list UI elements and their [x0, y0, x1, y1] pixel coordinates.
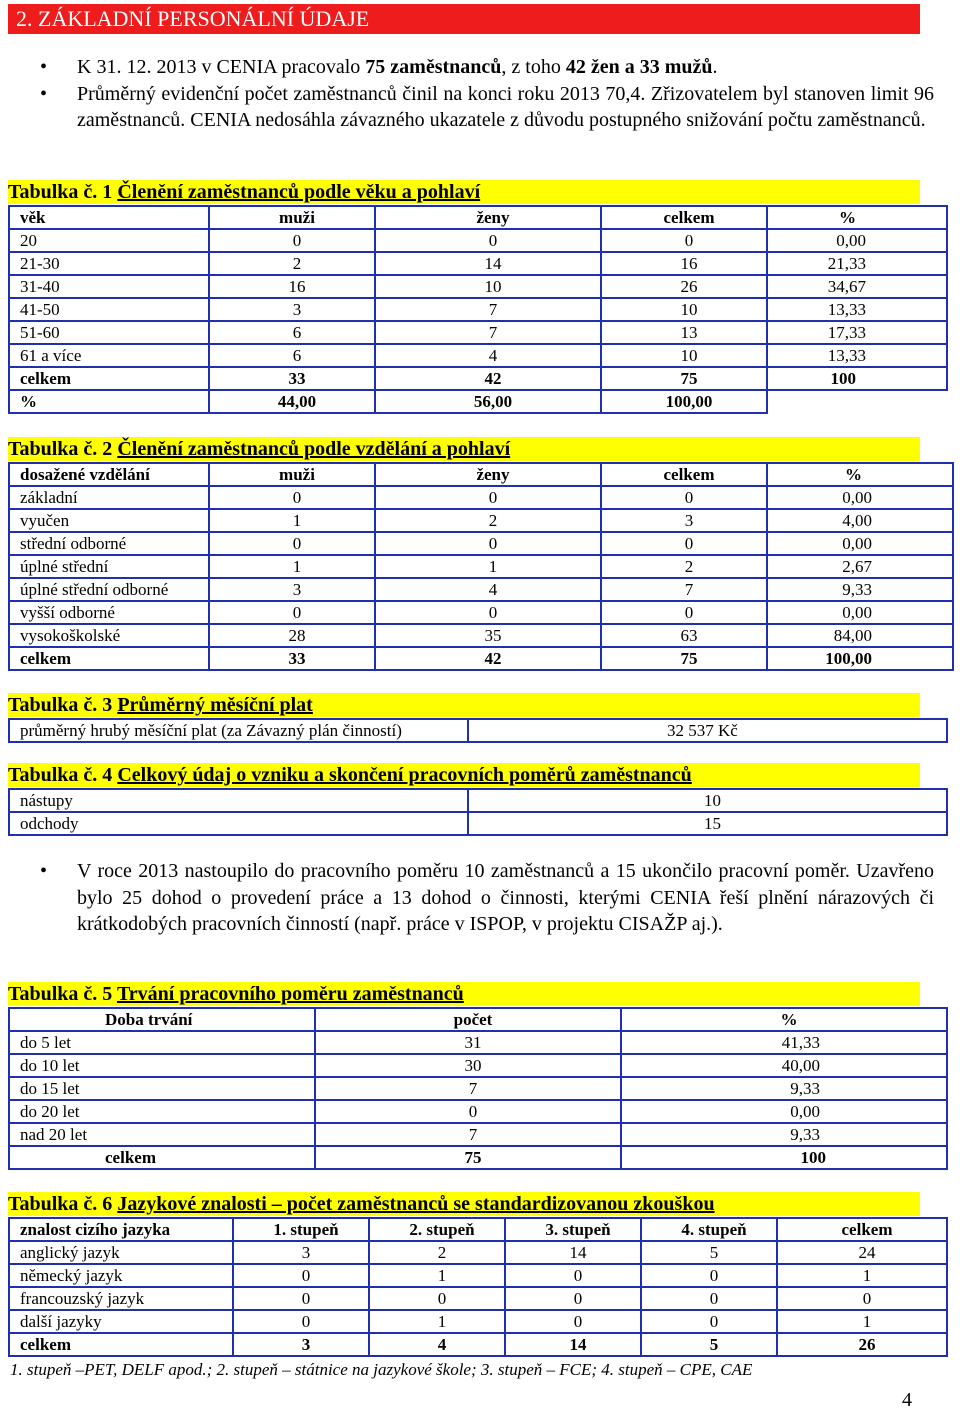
table-cell: 0	[375, 486, 601, 509]
table-row	[9, 509, 953, 532]
table-cell: další jazyky	[9, 1310, 233, 1333]
intro-bullet-list	[0, 54, 960, 134]
table-cell: 0	[233, 1287, 369, 1310]
table-cell: základní	[9, 486, 209, 509]
table-cell: 75	[601, 647, 767, 670]
table-cell: 1. stupeň	[233, 1218, 369, 1241]
table-cell: 0,00	[767, 601, 953, 624]
table-cell: 4. stupeň	[641, 1218, 777, 1241]
table-cell: 4	[369, 1333, 505, 1356]
table-cell: 14	[505, 1241, 641, 1264]
table-cell: 20	[9, 229, 209, 252]
table-cell: do 20 let	[9, 1100, 315, 1123]
table-cell: 41,33	[621, 1031, 947, 1054]
table-cell: 0	[601, 229, 767, 252]
table-cell: do 10 let	[9, 1054, 315, 1077]
table-cell: 5	[641, 1333, 777, 1356]
table-cell: 26	[601, 275, 767, 298]
table-cell: 14	[505, 1333, 641, 1356]
table-cell: věk	[9, 206, 209, 229]
table-cell: 13,33	[767, 344, 947, 367]
bullet-text: , z toho	[501, 56, 566, 78]
table-cell: 32 537 Kč	[468, 719, 947, 742]
table-cell: úplné střední odborné	[9, 578, 209, 601]
table-cell: 42	[375, 367, 601, 390]
table-cell: %	[767, 206, 947, 229]
table-cell: 5	[641, 1241, 777, 1264]
table-cell: muži	[209, 463, 375, 486]
table-cell: 1	[209, 509, 375, 532]
table-education-gender	[8, 462, 954, 671]
table-cell: 31	[315, 1031, 621, 1054]
table-cell: 1	[777, 1310, 947, 1333]
table-employment-duration	[8, 1007, 948, 1170]
table-cell: %	[621, 1008, 947, 1031]
table-cell: celkem	[9, 367, 209, 390]
table-cell: 16	[209, 275, 375, 298]
table-cell: úplné střední	[9, 555, 209, 578]
table-row	[9, 719, 947, 742]
table-cell: 9,33	[621, 1123, 947, 1146]
table-cell: anglický jazyk	[9, 1241, 233, 1264]
table-number: Tabulka č. 6	[8, 1193, 113, 1215]
table-row	[9, 601, 953, 624]
table-cell: 13	[601, 321, 767, 344]
table-cell: 34,67	[767, 275, 947, 298]
table-cell: %	[9, 390, 209, 413]
table-cell: 4	[375, 344, 601, 367]
table-number: Tabulka č. 5	[8, 983, 113, 1005]
table-cell: německý jazyk	[9, 1264, 233, 1287]
table-header-row	[9, 206, 947, 229]
table-cell: celkem	[777, 1218, 947, 1241]
table-cell: ženy	[375, 206, 601, 229]
table-cell: vysokoškolské	[9, 624, 209, 647]
table-cell: průměrný hrubý měsíční plat (za Závazný plán činností)	[9, 719, 468, 742]
table-row	[9, 647, 953, 670]
table-cell: 75	[601, 367, 767, 390]
table-cell: 1	[369, 1264, 505, 1287]
table-cell: 3. stupeň	[505, 1218, 641, 1241]
table-cell: 84,00	[767, 624, 953, 647]
table-cell: celkem	[601, 463, 767, 486]
table-cell: 33	[209, 647, 375, 670]
table-cell: 44,00	[209, 390, 375, 413]
table-cell: 21,33	[767, 252, 947, 275]
table-cell: nad 20 let	[9, 1123, 315, 1146]
table-4-title	[8, 763, 920, 787]
table-cell: 9,33	[767, 578, 953, 601]
table-cell: Doba trvání	[9, 1008, 315, 1031]
table-cell: 40,00	[621, 1054, 947, 1077]
table-row	[9, 390, 947, 413]
table-cell: 75	[315, 1146, 621, 1169]
table-cell: 0	[505, 1264, 641, 1287]
table-cell: 0	[315, 1100, 621, 1123]
table-cell: 41-50	[9, 298, 209, 321]
table-cell: 30	[315, 1054, 621, 1077]
table-cell: 0,00	[767, 229, 947, 252]
bullet-text: Průměrný evidenční počet zaměstnanců činil na konci roku 2013 70,4. Zřizovatelem byl stanoven limit 96 zaměstnanců. CENIA nedosáhla závazného ukazatele z důvodu postupného snižování počtu zaměstnanců.	[77, 82, 934, 131]
table-cell: 0	[601, 532, 767, 555]
table-caption: Členění zaměstnanců podle vzdělání a pohlaví	[117, 438, 511, 460]
table-cell: 42	[375, 647, 601, 670]
table-caption: Jazykové znalosti – počet zaměstnanců se standardizovanou zkouškou	[117, 1193, 715, 1215]
table-row	[9, 1054, 947, 1077]
table-1-title	[8, 180, 920, 204]
table-cell: 0	[369, 1287, 505, 1310]
table-row	[9, 1146, 947, 1169]
table-row	[9, 1031, 947, 1054]
table-cell: 0	[505, 1287, 641, 1310]
table-number: Tabulka č. 1	[8, 181, 113, 203]
table-cell: 56,00	[375, 390, 601, 413]
table-cell: 2	[369, 1241, 505, 1264]
table-row	[9, 321, 947, 344]
table-cell: 0	[601, 486, 767, 509]
table-cell: %	[767, 463, 953, 486]
table-cell: 14	[375, 252, 601, 275]
table-age-gender	[8, 205, 948, 414]
table-cell: vyučen	[9, 509, 209, 532]
table-cell: 17,33	[767, 321, 947, 344]
footnote: 1. stupeň –PET, DELF apod.; 2. stupeň – státnice na jazykové škole; 3. stupeň – FCE; 4. stupeň – CPE, CAE	[10, 1360, 753, 1379]
table-cell: 2. stupeň	[369, 1218, 505, 1241]
table-cell: do 15 let	[9, 1077, 315, 1100]
table-cell: 2	[375, 509, 601, 532]
table-cell: 0	[375, 229, 601, 252]
table-cell: 0	[209, 229, 375, 252]
table-cell: 3	[601, 509, 767, 532]
table-average-salary	[8, 718, 948, 743]
table-row	[9, 367, 947, 390]
table-row	[9, 486, 953, 509]
table-hires-departures	[8, 788, 948, 836]
table-cell: 100,00	[601, 390, 767, 413]
table-cell: francouzský jazyk	[9, 1287, 233, 1310]
table-cell: 15	[468, 812, 947, 835]
table-cell: 10	[375, 275, 601, 298]
table-cell: 0	[209, 532, 375, 555]
table-cell: nástupy	[9, 789, 468, 812]
table-cell: 33	[209, 367, 375, 390]
table-cell: 51-60	[9, 321, 209, 344]
table-cell: celkem	[9, 1146, 315, 1169]
table-row	[9, 532, 953, 555]
table-cell: 1	[209, 555, 375, 578]
table-row	[9, 298, 947, 321]
table-cell: 0	[375, 601, 601, 624]
table-cell: 31-40	[9, 275, 209, 298]
table-cell: počet	[315, 1008, 621, 1031]
table-cell: 3	[209, 298, 375, 321]
table-cell: vyšší odborné	[9, 601, 209, 624]
table-cell: 0	[777, 1287, 947, 1310]
table-cell: 28	[209, 624, 375, 647]
table-cell: 100,00	[767, 647, 953, 670]
table-row	[9, 555, 953, 578]
table-cell: 4,00	[767, 509, 953, 532]
table-row	[9, 1333, 947, 1356]
table-cell: 26	[777, 1333, 947, 1356]
table-header-row	[9, 1008, 947, 1031]
table-row	[9, 1241, 947, 1264]
table-cell: 0,00	[767, 532, 953, 555]
table-cell: 7	[601, 578, 767, 601]
table-row	[9, 1123, 947, 1146]
table-cell: muži	[209, 206, 375, 229]
table-cell: odchody	[9, 812, 468, 835]
table-cell: 13,33	[767, 298, 947, 321]
table-cell: 2	[209, 252, 375, 275]
table-caption: Průměrný měsíční plat	[117, 694, 313, 716]
bullet-item	[0, 54, 960, 81]
bullet-bold-text: 75 zaměstnanců	[365, 56, 502, 78]
table-cell: 100	[621, 1146, 947, 1169]
table-row	[9, 1310, 947, 1333]
table-cell: 7	[315, 1077, 621, 1100]
table-cell	[767, 390, 947, 413]
table-row	[9, 624, 953, 647]
table-cell: 7	[375, 321, 601, 344]
table-cell: 1	[375, 555, 601, 578]
table-cell: 0	[209, 601, 375, 624]
table-cell: 10	[468, 789, 947, 812]
bullet-item	[0, 858, 960, 938]
table-row	[9, 1100, 947, 1123]
table-cell: 0	[641, 1287, 777, 1310]
table-cell: celkem	[9, 647, 209, 670]
table-cell: 1	[777, 1264, 947, 1287]
table-number: Tabulka č. 3	[8, 694, 113, 716]
table-cell: 3	[233, 1241, 369, 1264]
table-cell: 0	[375, 532, 601, 555]
table-2-title	[8, 437, 920, 461]
table-cell: 0	[641, 1264, 777, 1287]
table-cell: 9,33	[621, 1077, 947, 1100]
table-header-row	[9, 463, 953, 486]
table-cell: celkem	[601, 206, 767, 229]
table-cell: 4	[375, 578, 601, 601]
table-cell: 61 a více	[9, 344, 209, 367]
table-cell: 10	[601, 298, 767, 321]
bullet-item	[0, 81, 960, 134]
table-row	[9, 789, 947, 812]
table-cell: 2	[601, 555, 767, 578]
table-cell: 7	[315, 1123, 621, 1146]
table-cell: 0,00	[621, 1100, 947, 1123]
table-3-title	[8, 693, 920, 717]
table-cell: 35	[375, 624, 601, 647]
table-row	[9, 812, 947, 835]
table-cell: 6	[209, 344, 375, 367]
table-number: Tabulka č. 2	[8, 438, 113, 460]
bullet-text: K 31. 12. 2013 v CENIA pracovalo	[77, 56, 366, 78]
table-row	[9, 252, 947, 275]
table-cell: 24	[777, 1241, 947, 1264]
table-cell: 16	[601, 252, 767, 275]
table-language-skills	[8, 1217, 948, 1357]
table-row	[9, 578, 953, 601]
page-number: 4	[902, 1389, 912, 1411]
table-caption: Členění zaměstnanců podle věku a pohlaví	[117, 181, 481, 203]
table-cell: 0	[505, 1310, 641, 1333]
table-cell: dosažené vzdělání	[9, 463, 209, 486]
table-cell: znalost cizího jazyka	[9, 1218, 233, 1241]
table-cell: 3	[233, 1333, 369, 1356]
bullet-bold-text: 42 žen a 33 mužů	[565, 56, 713, 78]
table-cell: 0,00	[767, 486, 953, 509]
table-cell: 6	[209, 321, 375, 344]
table-row	[9, 1287, 947, 1310]
table-cell: ženy	[375, 463, 601, 486]
table-cell: do 5 let	[9, 1031, 315, 1054]
table-cell: střední odborné	[9, 532, 209, 555]
table-cell: celkem	[9, 1333, 233, 1356]
table-cell: 100	[767, 367, 947, 390]
table-cell: 7	[375, 298, 601, 321]
table-cell: 0	[209, 486, 375, 509]
table-header-row	[9, 1218, 947, 1241]
table-5-title	[8, 982, 920, 1006]
table-number: Tabulka č. 4	[8, 764, 113, 786]
table-6-title	[8, 1192, 920, 1216]
table-caption: Celkový údaj o vzniku a skončení pracovních poměrů zaměstnanců	[117, 764, 692, 786]
bullet-text: .	[712, 56, 718, 78]
table-row	[9, 1077, 947, 1100]
table-caption: Trvání pracovního poměru zaměstnanců	[116, 983, 464, 1005]
table-cell: 1	[369, 1310, 505, 1333]
table-cell: 10	[601, 344, 767, 367]
section-heading: 2. ZÁKLADNÍ PERSONÁLNÍ ÚDAJE	[8, 4, 920, 34]
bullet-text: V roce 2013 nastoupilo do pracovního poměru 10 zaměstnanců a 15 ukončilo pracovní poměr. Uzavřeno bylo 25 dohod o provedení práce a 13 dohod o činnosti, kterými CENIA řeší plnění nárazových či krátkodobých pracovních činností (např. práce v ISPOP, v projektu CISAŽP aj.).	[77, 860, 934, 935]
mid-bullet-list	[0, 858, 960, 938]
table-cell: 2,67	[767, 555, 953, 578]
table-cell: 0	[641, 1310, 777, 1333]
table-cell: 0	[233, 1264, 369, 1287]
table-row	[9, 1264, 947, 1287]
table-cell: 63	[601, 624, 767, 647]
table-cell: 0	[601, 601, 767, 624]
table-cell: 0	[233, 1310, 369, 1333]
table-cell: 3	[209, 578, 375, 601]
table-row	[9, 229, 947, 252]
table-cell: 21-30	[9, 252, 209, 275]
table-row	[9, 275, 947, 298]
table-row	[9, 344, 947, 367]
